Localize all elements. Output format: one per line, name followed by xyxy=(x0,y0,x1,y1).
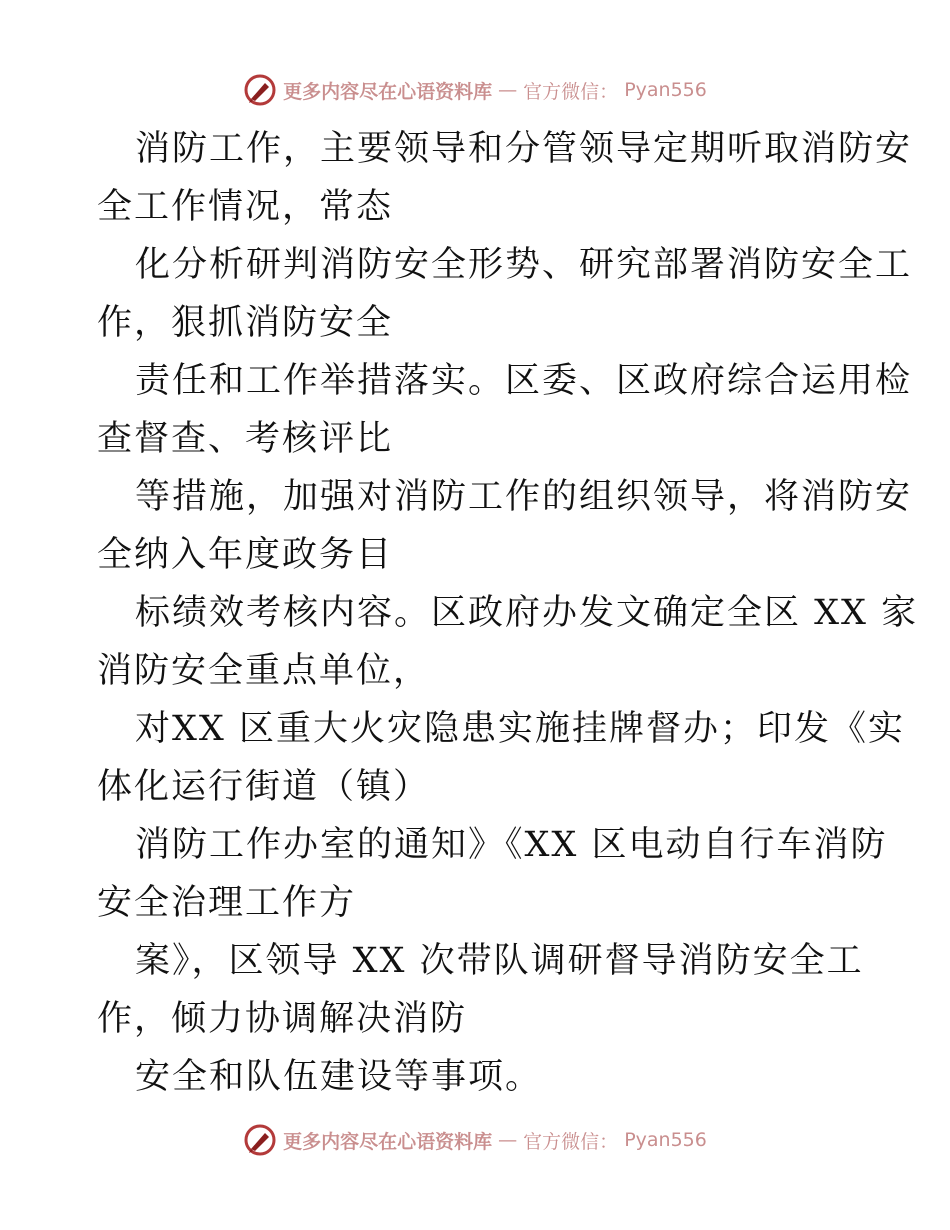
body-line: 体化运行街道（镇） xyxy=(97,767,431,807)
banner-sub-text: 官方微信： xyxy=(523,80,619,103)
body-line: 消防工作，主要领导和分管领导定期听取消防安 xyxy=(135,129,913,169)
banner-separator: — xyxy=(498,1129,518,1151)
banner-separator: — xyxy=(498,79,518,101)
footer-banner xyxy=(0,1120,950,1160)
body-line: 消防工作办室的通知》《XX 区电动自行车消防 xyxy=(135,825,888,865)
pen-logo-icon xyxy=(243,1123,277,1157)
body-line: 标绩效考核内容。区政府办发文确定全区 XX 家 xyxy=(135,593,919,633)
banner-sub-text: 官方微信： xyxy=(523,1130,619,1153)
document-body xyxy=(97,120,919,1106)
body-line: 对XX 区重大火灾隐患实施挂牌督办；印发《实 xyxy=(135,709,905,749)
body-line: 安全和队伍建设等事项。 xyxy=(135,1057,543,1097)
body-line: 案》，区领导 XX 次带队调研督导消防安全工 xyxy=(135,941,864,981)
body-line: 等措施，加强对消防工作的组织领导，将消防安 xyxy=(135,477,913,517)
body-line: 化分析研判消防安全形势、研究部署消防安全工 xyxy=(135,245,913,285)
body-line: 安全治理工作方 xyxy=(97,883,357,923)
body-line: 全纳入年度政务目 xyxy=(97,535,394,575)
body-line: 作，倾力协调解决消防 xyxy=(97,999,468,1039)
body-line: 责任和工作举措落实。区委、区政府综合运用检 xyxy=(135,361,913,401)
body-line: 作，狠抓消防安全 xyxy=(97,303,394,343)
body-line: 查督查、考核评比 xyxy=(97,419,394,459)
body-line: 全工作情况，常态 xyxy=(97,187,394,227)
body-line: 消防安全重点单位， xyxy=(97,651,431,691)
banner-main-text: 更多内容尽在心语资料库 xyxy=(283,1130,493,1153)
banner-main-text: 更多内容尽在心语资料库 xyxy=(283,80,493,103)
banner-wechat-id: Pyan556 xyxy=(624,1129,707,1151)
header-banner xyxy=(0,70,950,110)
banner-wechat-id: Pyan556 xyxy=(624,79,707,101)
pen-logo-icon xyxy=(243,73,277,107)
